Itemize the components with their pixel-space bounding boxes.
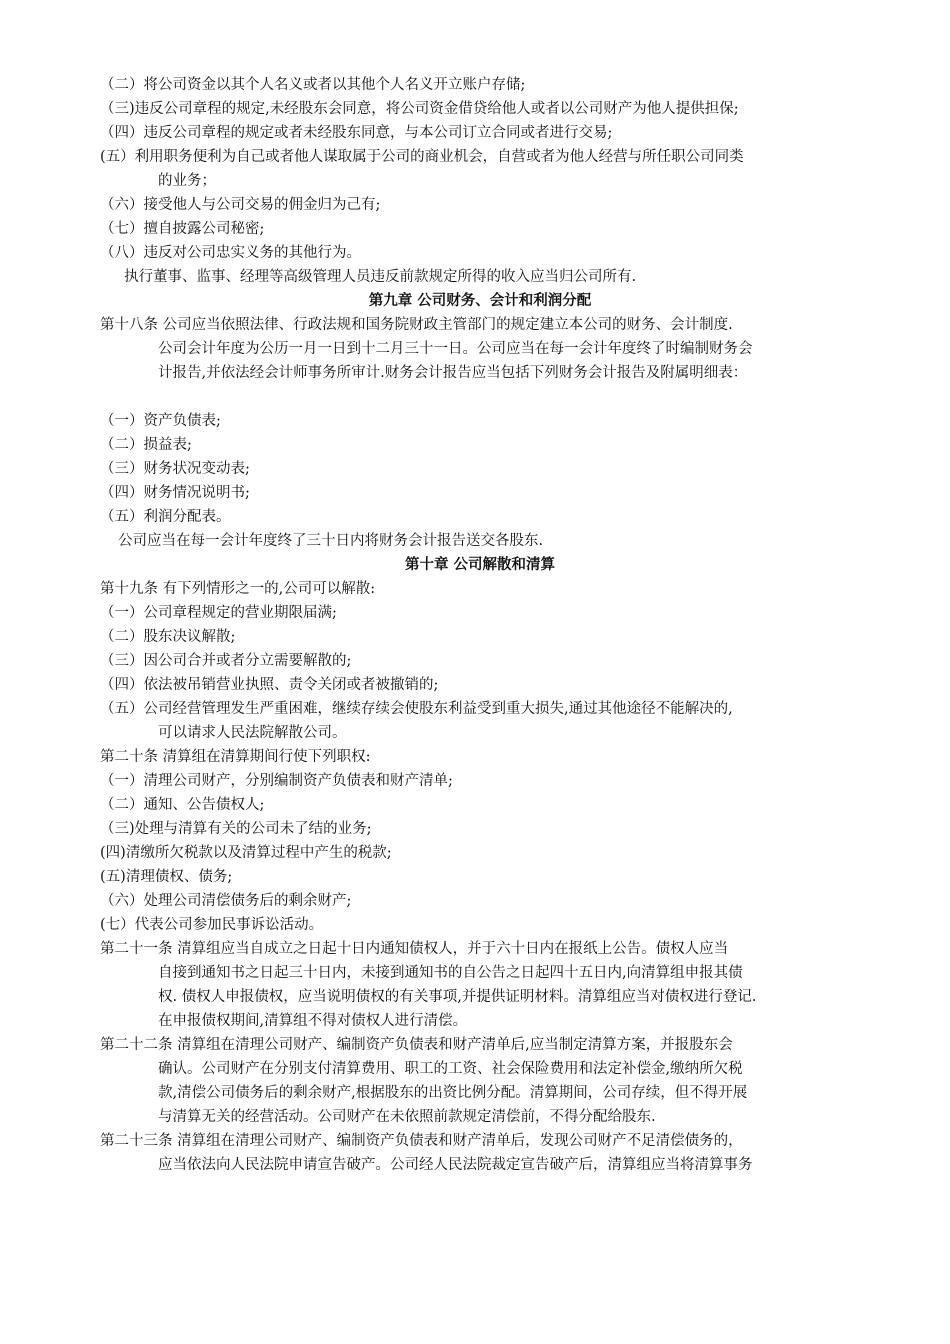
income-note: 执行董事、监事、经理等高级管理人员违反前款规定所得的收入应当归公司所有. <box>124 269 637 285</box>
report-note: 公司应当在每一会计年度终了三十日内将财务会计报告送交各股东. <box>118 533 544 549</box>
clause-line: （二）通知、公告债权人; <box>100 797 265 813</box>
clause-line: （八）违反对公司忠实义务的其他行为。 <box>100 245 361 261</box>
clause-line: （二）股东决议解散; <box>100 629 236 645</box>
clause-line: （六）接受他人与公司交易的佣金归为己有; <box>100 197 381 213</box>
article-line-continued: 在申报债权期间,清算组不得对债权人进行清偿。 <box>158 1013 468 1029</box>
article-line: 第二十二条 清算组在清理公司财产、编制资产负债表和财产清单后,应当制定清算方案，并报股东会 <box>100 1037 733 1053</box>
article-line: 第十八条 公司应当依照法律、行政法规和国务院财政主管部门的规定建立本公司的财务、会计制度. <box>100 317 733 333</box>
article-line: 第二十条 清算组在清算期间行使下列职权: <box>100 749 371 765</box>
clause-line: (四)清缴所欠税款以及清算过程中产生的税款; <box>100 845 392 861</box>
article-paragraph <box>100 313 860 385</box>
clause-line: （七）擅自披露公司秘密; <box>100 221 265 237</box>
article-line-continued: 款,清偿公司债务后的剩余财产,根据股东的出资比例分配。清算期间，公司存续，但不得开展 <box>158 1085 748 1101</box>
article-line-continued: 确认。公司财产在分别支付清算费用、职工的工资、社会保险费用和法定补偿金,缴纳所欠税 <box>158 1061 743 1077</box>
article-line: 第十九条 有下列情形之一的,公司可以解散: <box>100 581 376 597</box>
clause-paragraph <box>100 697 860 745</box>
article-line: 第二十三条 清算组在清理公司财产、编制资产负债表和财产清单后，发现公司财产不足清偿债务的， <box>100 1133 743 1149</box>
clause-line: (七）代表公司参加民事诉讼活动。 <box>100 917 324 933</box>
clause-line: （三)违反公司章程的规定,未经股东会同意，将公司资金借贷给他人或者以公司财产为他人提供担保; <box>100 101 739 117</box>
clause-line: （三)处理与清算有关的公司未了结的业务; <box>100 821 372 837</box>
article-line: 第二十一条 清算组应当自成立之日起十日内通知债权人，并于六十日内在报纸上公告。债权人应当 <box>100 941 729 957</box>
article-paragraph <box>100 1129 860 1177</box>
clause-line: （六）处理公司清偿债务后的剩余财产; <box>100 893 352 909</box>
clause-line: （二）将公司资金以其个人名义或者以其他个人名义开立账户存储; <box>100 77 526 93</box>
clause-line: (五)清理债权、债务; <box>100 869 233 885</box>
report-item: （四）财务情况说明书; <box>100 485 250 501</box>
article-line-continued: 公司会计年度为公历一月一日到十二月三十一日。公司应当在每一会计年度终了时编制财务会 <box>158 341 753 357</box>
clause-line: （三）因公司合并或者分立需要解散的; <box>100 653 352 669</box>
article-paragraph <box>100 937 860 1033</box>
clause-line-continued: 的业务； <box>158 173 216 189</box>
article-line-continued: 应当依法向人民法院申请宣告破产。公司经人民法院裁定宣告破产后，清算组应当将清算事务 <box>158 1157 753 1173</box>
chapter-heading: 第九章 公司财务、会计和利润分配 <box>368 292 592 309</box>
document-page <box>100 73 860 1177</box>
article-line-continued: 权. 债权人申报债权，应当说明债权的有关事项,并提供证明材料。清算组应当对债权进行登记. <box>158 989 757 1005</box>
report-item: （一）资产负债表; <box>100 413 221 429</box>
clause-line: （五）公司经营管理发生严重困难，继续存续会使股东利益受到重大损失,通过其他途径不能解决的, <box>100 701 733 717</box>
spacer <box>100 385 860 409</box>
clause-line-continued: 可以请求人民法院解散公司。 <box>158 725 347 741</box>
clause-line: （四）违反公司章程的规定或者未经股东同意，与本公司订立合同或者进行交易; <box>100 125 613 141</box>
clause-paragraph <box>100 145 860 193</box>
report-item: （三）财务状况变动表; <box>100 461 250 477</box>
article-line-continued: 自接到通知书之日起三十日内，未接到通知书的自公告之日起四十五日内,向清算组申报其债 <box>158 965 743 981</box>
clause-line: （一）公司章程规定的营业期限届满; <box>100 605 337 621</box>
clause-line: (五）利用职务便利为自己或者他人谋取属于公司的商业机会，自营或者为他人经营与所任职公司同类 <box>100 149 744 165</box>
chapter-heading: 第十章 公司解散和清算 <box>404 556 556 573</box>
clause-line: （四）依法被吊销营业执照、责令关闭或者被撤销的; <box>100 677 439 693</box>
report-item: （二）损益表; <box>100 437 192 453</box>
clause-line: （一）清理公司财产，分别编制资产负债表和财产清单; <box>100 773 453 789</box>
report-item: （五）利润分配表。 <box>100 509 231 525</box>
article-line-continued: 与清算无关的经营活动。公司财产在未依照前款规定清偿前，不得分配给股东. <box>158 1109 656 1125</box>
article-paragraph <box>100 1033 860 1129</box>
article-line-continued: 计报告,并依法经会计师事务所审计.财务会计报告应当包括下列财务会计报告及附属明细表： <box>158 365 748 381</box>
